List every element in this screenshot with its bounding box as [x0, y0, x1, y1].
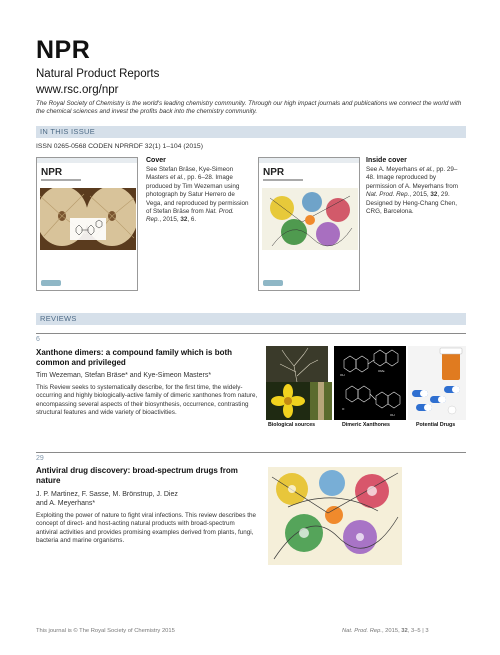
svg-text:O: O [342, 407, 345, 411]
inside-cover-label: Inside cover [366, 157, 407, 164]
flower-photo [266, 382, 310, 420]
svg-text:OH: OH [390, 413, 395, 417]
article-divider-2 [36, 452, 466, 453]
journal-abbreviation: NPR [36, 36, 91, 64]
reviews-heading: REVIEWS [36, 313, 466, 325]
front-cover-image [36, 157, 138, 291]
inside-cover-logo-npr: NPR [263, 167, 285, 178]
cover-description: See Stefan Bräse, Kye-Simeon Masters et al., pp. 6–28. Image produced by Tim Wezeman using photograph by Satur Herrero de Vega, and reproduced by permission of Stefan Bräse from Nat. Prod. Rep., 2015, 32, 6. [146, 166, 249, 224]
article-1-authors: Tim Wezeman, Stefan Bräse* and Kye-Simeon Masters* [36, 372, 212, 379]
article-2-abstract: Exploiting the power of nature to fight viral infections. This review describes the concept of direct- and host-acting natural products with broad-spectrum antiviral activities and provides promising examples derived from plants, fungi, bacteria and marine organisms. [36, 512, 257, 545]
dimeric-xanthone-structures [334, 346, 406, 420]
tree-photo [310, 382, 332, 420]
journal-url[interactable]: www.rsc.org/npr [36, 84, 119, 96]
article-divider-1 [36, 333, 466, 334]
pills-photo [408, 346, 466, 420]
caption-potential-drugs: Potential Drugs [416, 422, 456, 428]
article-2-authors-line2: and A. Meyerhans* [36, 500, 96, 507]
svg-text:OMe: OMe [378, 369, 385, 373]
inside-cover-artwork [262, 188, 358, 250]
cover-logo-npr: NPR [41, 167, 63, 178]
in-this-issue-heading: IN THIS ISSUE [36, 126, 466, 138]
article-2-page: 29 [36, 455, 44, 462]
article-1-graphical-abstract [266, 346, 466, 430]
article-1-page: 6 [36, 336, 40, 343]
footer-copyright: This journal is © The Royal Society of Chemistry 2015 [36, 628, 175, 634]
caption-dimeric-xanthones: Dimeric Xanthones [342, 422, 390, 428]
article-1-abstract: This Review seeks to systematically describe, for the first time, the widely-occurring and highly biologically-active family of dimeric xanthones from nature, encompassing several aspects of their biosynthesis, occurrence, contrasting structural features and wide variety of bioactivities. [36, 384, 258, 417]
cover-artwork [40, 188, 136, 250]
issn-line: ISSN 0265-0568 CODEN NPRRDF 32(1) 1–104 (2015) [36, 143, 203, 150]
inside-cover-description: See A. Meyerhans et al., pp. 29–48. Image reproduced by permission of A. Meyerhans from Nat. Prod. Rep., 2015, 32, 29. Designed by Heng-Chang Chen, CRG, Barcelona. [366, 166, 459, 216]
caption-biological-sources: Biological sources [268, 422, 316, 428]
article-2-title[interactable]: Antiviral drug discovery: broad-spectrum drugs from nature [36, 466, 238, 485]
journal-name: Natural Product Reports [36, 68, 160, 80]
article-1-title[interactable]: Xanthone dimers: a compound family which is both common and privileged [36, 348, 233, 367]
footer-citation: Nat. Prod. Rep., 2015, 32, 3–5 | 3 [342, 628, 429, 634]
article-2-graphical-abstract [268, 467, 402, 565]
lichen-photo [266, 346, 328, 382]
rsc-tagline: The Royal Society of Chemistry is the world's leading chemistry community. Through our high impact journals and publications we connect the world with the chemical sciences and invest the profits back into the chemistry community. [36, 100, 462, 116]
article-2-authors-line1: J. P. Martinez, F. Sasse, M. Brönstrup, J. Diez [36, 491, 178, 498]
svg-text:OH: OH [340, 373, 345, 377]
inside-cover-image [258, 157, 360, 291]
cover-label: Cover [146, 157, 166, 164]
